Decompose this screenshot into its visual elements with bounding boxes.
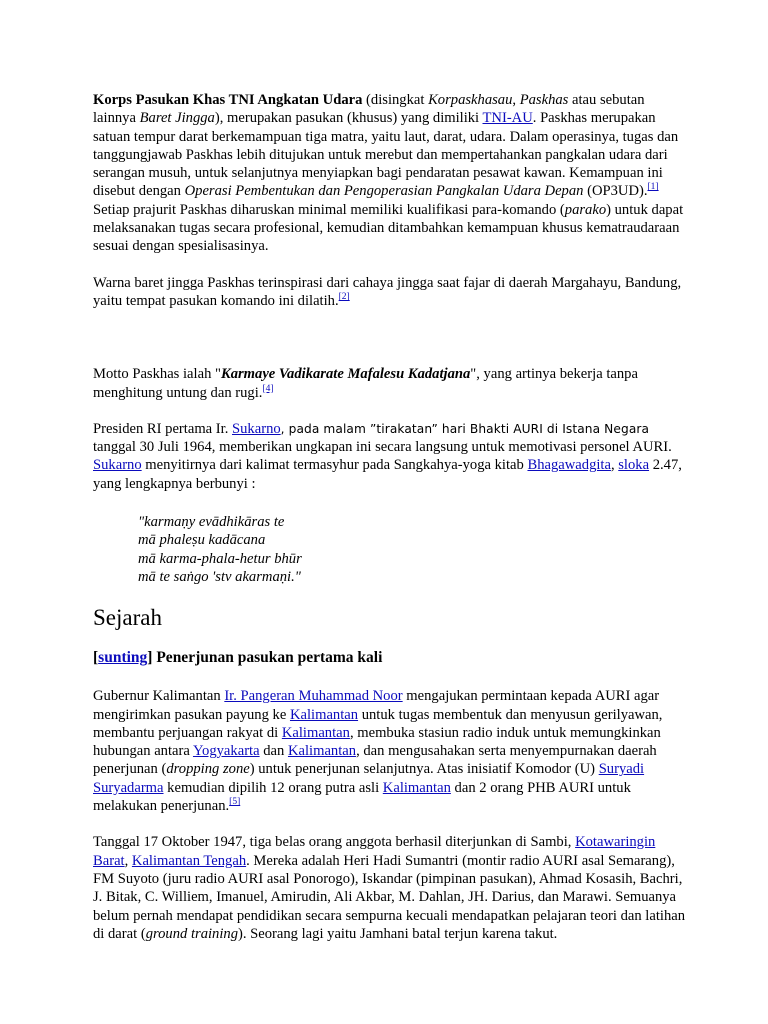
link-sukarno[interactable]: Sukarno <box>232 420 281 437</box>
citation-4-link[interactable]: [4] <box>262 383 274 394</box>
link-yogyakarta[interactable]: Yogyakarta <box>192 743 260 760</box>
link-suryadi-suryadarma[interactable]: Suryadi Suryadarma <box>93 761 645 796</box>
verse-line: mā karma-phala-hetur bhūr <box>138 550 302 567</box>
sanskrit-verse <box>138 513 688 586</box>
verse-line: "karmaṇy evādhikāras te <box>138 514 285 531</box>
first-drop-paragraph: Tanggal 17 Oktober 1947, tiga belas orang anggota berhasil diterjunkan di Sambi, Kotawaringin Barat, Kalimantan Tengah. Mereka adalah Heri Hadi Sumantri (montir radio AURI asal Semarang), FM Suyoto (juru radio AURI asal Ponorogo), Iskandar (pimpinan pasukan), Ahmad Kosasih, Bachri, J. Bitak, C. Williem, Imanuel, Amirudin, Ali Akbar, M. Dahlan, JH. Darius, dan Marawi. Semuanya belum pernah mendapat pendidikan secara sempurna kecuali mendapatkan pelajaran teori dan latihan di darat (ground training). Seorang lagi yaitu Jamhani batal terjun karena takut. <box>93 834 686 942</box>
article-subject: Korps Pasukan Khas TNI Angkatan Udara <box>93 92 363 108</box>
link-bhagawadgita[interactable]: Bhagawadgita <box>527 457 611 474</box>
intro-paragraph: Korps Pasukan Khas TNI Angkatan Udara (disingkat Korpaskhasau, Paskhas atau sebutan lainnya Baret Jingga), merupakan pasukan (khusus) yang dimiliki TNI-AU. Paskhas merupakan satuan tempur darat berkemampuan tiga matra, yaitu laut, darat, udara. Dalam operasinya, tugas dan tanggungjawab Paskhas lebih ditujukan untuk merebut dan mempertahankan pangkalan udara dari serangan musuh, untuk selanjutnya menyiapkan bagi pendaratan pesawat kawan. Kemampuan ini disebut dengan Operasi Pembentukan dan Pengoperasian Pangkalan Udara Depan (OP3UD).[1] Setiap prajurit Paskhas diharuskan minimal memiliki kualifikasi para-komando (parako) untuk dapat melaksanakan tugas secara profesional, kemudian ditambahkan kemampuan khusus kematraudaraan sesuai dengan spesialisasinya. <box>93 92 684 255</box>
citation-5-link[interactable]: [5] <box>229 797 241 808</box>
link-tni-au[interactable]: TNI-AU <box>482 110 533 127</box>
link-kalimantan-tengah[interactable]: Kalimantan Tengah <box>131 852 247 869</box>
link-pangeran-muhammad-noor[interactable]: Ir. Pangeran Muhammad Noor <box>224 688 403 705</box>
motto-text: Karmaye Vadikarate Mafalesu Kadatjana <box>220 366 471 383</box>
beret-paragraph: Warna baret jingga Paskhas terinspirasi dari cahaya jingga saat fajar di daerah Margahayu, Bandung, yaitu tempat pasukan komando ini dilatih.[2] <box>93 274 682 309</box>
governor-paragraph: Gubernur Kalimantan Ir. Pangeran Muhammad Noor mengajukan permintaan kepada AURI agar mengirimkan pasukan payung ke Kalimantan untuk tugas membentuk dan menyusun gerilyawan, membantu perjuangan rakyat di Kalimantan, membuka stasiun radio induk untuk memungkinkan hubungan antara Yogyakarta dan Kalimantan, dan mengusahakan serta menyempurnakan daerah penerjunan (dropping zone) untuk penerjunan selanjutnya. Atas inisiatif Komodor (U) Suryadi Suryadarma kemudian dipilih 12 orang putra asli Kalimantan dan 2 orang PHB AURI untuk melakukan penerjunan.[5] <box>93 688 663 815</box>
link-kalimantan[interactable]: Kalimantan <box>281 724 350 741</box>
verse-line: mā phaleṣu kadācana <box>138 532 266 549</box>
link-kalimantan[interactable]: Kalimantan <box>287 743 357 760</box>
link-sukarno-2[interactable]: Sukarno <box>93 457 142 474</box>
citation-2-link[interactable]: [2] <box>338 291 350 302</box>
link-kotawaringin-barat[interactable]: Kotawaringin Barat <box>93 834 656 869</box>
subsection-title: Penerjunan pasukan pertama kali <box>152 649 383 667</box>
motto-paragraph: Motto Paskhas ialah "Karmaye Vadikarate Mafalesu Kadatjana", yang artinya bekerja tanpa menghitung untung dan rugi.[4] <box>93 366 638 401</box>
edit-section-link[interactable]: sunting <box>98 649 148 667</box>
citation-1-link[interactable]: [1] <box>647 182 659 193</box>
verse-line: mā te saṅgo 'stv akarmaṇi." <box>138 568 301 585</box>
subsection-heading: [sunting] Penerjunan pasukan pertama kali <box>93 649 383 667</box>
link-sloka[interactable]: sloka <box>618 457 650 474</box>
link-kalimantan[interactable]: Kalimantan <box>289 706 359 723</box>
link-kalimantan[interactable]: Kalimantan <box>382 779 451 796</box>
sukarno-paragraph: Presiden RI pertama Ir. Sukarno, pada malam ”tirakatan” hari Bhakti AURI di Istana Negara tanggal 30 Juli 1964, memberikan ungkapan ini secara langsung untuk memotivasi personel AURI. Sukarno menyitirnya dari kalimat termasyhur pada Sangkahya-yoga kitab Bhagawadgita, sloka 2.47, yang lengkapnya berbunyi : <box>93 420 682 492</box>
section-heading-sejarah: Sejarah <box>93 605 162 631</box>
